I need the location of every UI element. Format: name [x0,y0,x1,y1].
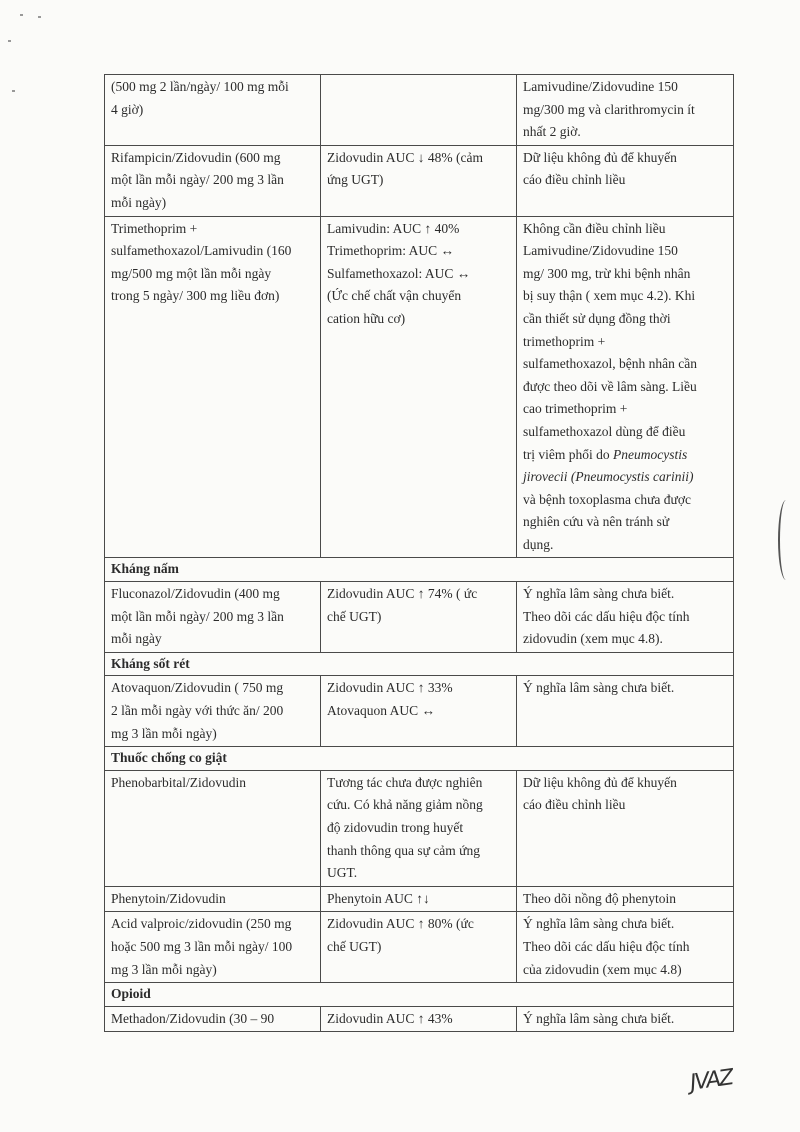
cell-text-line: Zidovudin AUC ↑ 80% (ức [327,916,474,932]
cell-text-line: trong 5 ngày/ 300 mg liều đơn) [111,288,280,304]
interaction-table-body [105,75,734,1032]
table-cell-c1 [105,582,321,653]
cell-text-line: Zidovudin AUC ↑ 33% [327,680,453,696]
cell-text-line: Sulfamethoxazol: AUC ↔ [327,265,471,281]
section-header: Opioid [105,983,734,1007]
cell-text-line: Ý nghĩa lâm sàng chưa biết. [523,586,675,602]
scan-speck [38,16,41,18]
cell-text-line: Zidovudin AUC ↑ 74% ( ức [327,586,478,602]
cell-text-line: Lamivudine/Zidovudine 150 [523,243,678,259]
table-cell-c3 [517,75,734,146]
cell-text-line: trimethoprim + [523,333,606,349]
cell-text-line: zidovudin (xem mục 4.8). [523,631,663,647]
cell-text-line: Ý nghĩa lâm sàng chưa biết. [523,916,675,932]
cell-text-line: Rifampicin/Zidovudin (600 mg [111,149,281,165]
cell-text-line: Lamivudin: AUC ↑ 40% [327,220,460,236]
cell-text-line: độ zidovudin trong huyết [327,820,464,835]
cell-text-line: của zidovudin (xem mục 4.8) [523,961,682,977]
table-cell-c3 [517,676,734,747]
table-row [105,886,734,912]
cell-text-line: Dữ liệu không đủ để khuyến [523,149,677,165]
cell-text-line: Ý nghĩa lâm sàng chưa biết. [523,680,675,696]
scan-speck [8,40,11,42]
cell-text-line: (Ức chế chất vận chuyển [327,288,462,304]
section-header-row [105,652,734,676]
cell-text-line: sulfamethoxazol dùng để điều [523,423,686,439]
table-cell-c2 [321,912,517,983]
handwritten-signature: JVAZ [688,1065,734,1096]
table-cell-c3 [517,216,734,558]
cell-text-line: nghiên cứu và nên tránh sử [523,514,670,530]
section-header: Thuốc chống co giật [105,747,734,771]
cell-text-line: Dữ liệu không đủ để khuyến [523,774,677,790]
cell-text-line: Ý nghĩa lâm sàng chưa biết. [523,1010,675,1026]
cell-text-line: mg/ 300 mg, trừ khi bệnh nhân [523,265,691,281]
table-row [105,770,734,886]
table-cell-c2 [321,216,517,558]
cell-text-line: dụng. [523,536,554,552]
table-row [105,75,734,146]
cell-text-line: trị viêm phổi do Pneumocystis [523,446,688,462]
cell-text-line: chế UGT) [327,608,382,624]
table-cell-c3 [517,886,734,912]
table-row [105,676,734,747]
table-cell-c3 [517,770,734,886]
cell-text-line: Lamivudine/Zidovudine 150 [523,79,678,94]
cell-text-line: cứu. Có khả năng giảm nồng [327,797,483,813]
table-row [105,145,734,216]
cell-text-line: được theo dõi về lâm sàng. Liều [523,378,697,394]
table-cell-c1 [105,676,321,747]
cell-text-line: UGT. [327,865,358,881]
section-header: Kháng nấm [105,558,734,582]
section-header-row [105,747,734,771]
cell-text-line: Không cần điều chỉnh liều [523,220,666,236]
cell-text-line: nhất 2 giờ. [523,124,581,140]
table-cell-c3 [517,1006,734,1032]
table-cell-c1 [105,75,321,146]
table-cell-c1 [105,145,321,216]
table-cell-c2 [321,145,517,216]
cell-text-line: mỗi ngày) [111,194,167,210]
cell-text-line: (500 mg 2 lần/ngày/ 100 mg mỗi [111,79,289,94]
cell-text-line: Trimethoprim: AUC ↔ [327,243,455,259]
cell-text-line: một lần mỗi ngày/ 200 mg 3 lần [111,172,284,188]
table-cell-c2 [321,770,517,886]
table-cell-c3 [517,582,734,653]
cell-text-line: ứng UGT) [327,172,384,188]
cell-text-line: Theo dõi nồng độ phenytoin [523,890,676,906]
scan-speck [12,90,15,92]
table-cell-c1 [105,912,321,983]
scan-edge-mark [778,500,794,580]
section-header-row [105,983,734,1007]
cell-text-line: Trimethoprim + [111,220,198,236]
cell-text-line: hoặc 500 mg 3 lần mỗi ngày/ 100 [111,938,293,954]
cell-text-line: 4 giờ) [111,101,144,117]
section-header-row [105,558,734,582]
cell-text-line: Phenobarbital/Zidovudin [111,774,246,790]
cell-text-line: chế UGT) [327,938,382,954]
cell-text-line: Zidovudin AUC ↓ 48% (cảm [327,149,483,165]
cell-text-line: bị suy thận ( xem mục 4.2). Khi [523,288,696,304]
table-cell-c1 [105,1006,321,1032]
cell-text-line: cao trimethoprim + [523,401,628,417]
cell-text-line: Acid valproic/zidovudin (250 mg [111,916,292,932]
table-cell-c2 [321,75,517,146]
cell-text-line: jirovecii (Pneumocystis carinii) [523,469,694,485]
table-row [105,582,734,653]
interaction-table [104,74,734,1032]
table-cell-c3 [517,145,734,216]
cell-text-line: một lần mỗi ngày/ 200 mg 3 lần [111,608,284,624]
cell-text-line: Phenytoin AUC ↑↓ [327,890,430,906]
cell-text-line: sulfamethoxazol, bệnh nhân cần [523,356,697,372]
table-cell-c1 [105,216,321,558]
cell-text-line: Theo dõi các dấu hiệu độc tính [523,938,690,954]
cell-text-line: Tương tác chưa được nghiên [327,774,483,790]
cell-text-line: Fluconazol/Zidovudin (400 mg [111,586,280,602]
cell-text-line: cáo điều chỉnh liều [523,172,626,188]
cell-text-line: Theo dõi các dấu hiệu độc tính [523,608,690,624]
cell-text-line: mg/500 mg một lần mỗi ngày [111,265,272,281]
table-row [105,1006,734,1032]
cell-text-line: sulfamethoxazol/Lamivudin (160 [111,243,292,259]
cell-text-line: mg/300 mg và clarithromycin ít [523,101,695,117]
cell-text-line: Methadon/Zidovudin (30 – 90 [111,1010,275,1026]
cell-text-line: mg 3 lần mỗi ngày) [111,961,217,977]
table-row [105,912,734,983]
cell-text-line: Atovaquon/Zidovudin ( 750 mg [111,680,284,696]
cell-text-line: cáo điều chỉnh liều [523,797,626,813]
cell-text-line: cation hữu cơ) [327,310,406,326]
cell-text-line: thanh thông qua sự cảm ứng [327,842,480,858]
scan-speck [20,14,23,16]
table-cell-c1 [105,886,321,912]
table-cell-c2 [321,1006,517,1032]
table-cell-c3 [517,912,734,983]
table-row [105,216,734,558]
cell-text-line: 2 lần mỗi ngày với thức ăn/ 200 [111,703,284,719]
table-cell-c2 [321,582,517,653]
section-header: Kháng sốt rét [105,652,734,676]
cell-text-line: và bệnh toxoplasma chưa được [523,491,691,507]
table-cell-c2 [321,886,517,912]
cell-text-line: Zidovudin AUC ↑ 43% [327,1010,453,1026]
cell-text-line: mg 3 lần mỗi ngày) [111,725,217,741]
cell-text-line: Atovaquon AUC ↔ [327,703,435,719]
cell-text-line: mỗi ngày [111,631,162,647]
cell-text-line: Phenytoin/Zidovudin [111,890,226,906]
table-cell-c1 [105,770,321,886]
cell-text-line: cần thiết sử dụng đồng thời [523,310,671,326]
table-cell-c2 [321,676,517,747]
